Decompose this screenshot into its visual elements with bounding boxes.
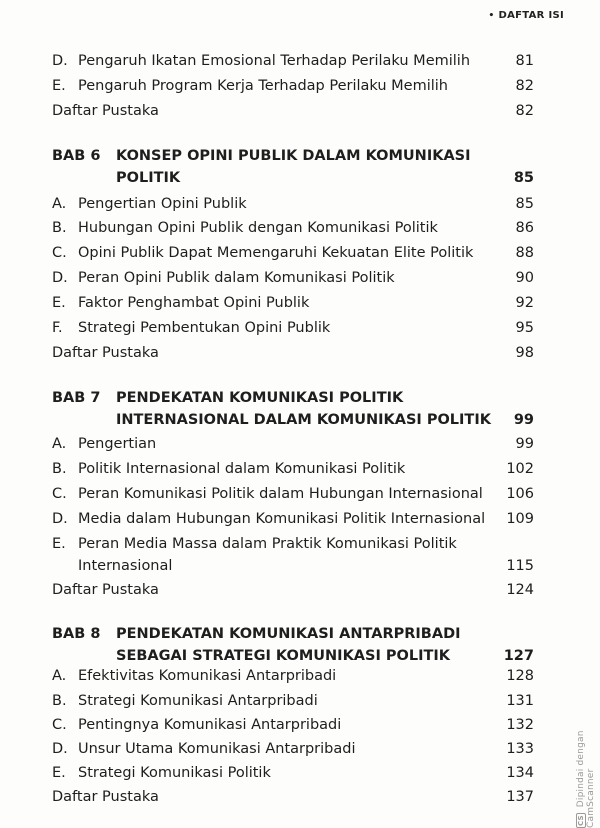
entry-title: Daftar Pustaka [52, 345, 159, 361]
entry-page: 95 [515, 320, 534, 336]
toc-entry[interactable] [0, 433, 600, 455]
toc-entry[interactable] [0, 458, 600, 480]
entry-page: 133 [506, 741, 534, 757]
entry-title: Daftar Pustaka [52, 103, 159, 119]
entry-page: 81 [515, 53, 534, 69]
chapter-title-line2: POLITIK [116, 170, 181, 186]
entry-page: 99 [515, 436, 534, 452]
entry-title: Politik Internasional dalam Komunikasi Politik [78, 461, 406, 477]
toc-entry[interactable] [0, 193, 600, 215]
entry-letter: A. [52, 196, 67, 212]
entry-title: Strategi Komunikasi Politik [78, 765, 271, 781]
entry-title: Peran Opini Publik dalam Komunikasi Politik [78, 270, 395, 286]
entry-title: Media dalam Hubungan Komunikasi Politik Internasional [78, 511, 486, 527]
entry-title: Strategi Komunikasi Antarpribadi [78, 693, 318, 709]
chapter-heading-bab-7[interactable] [0, 387, 600, 431]
entry-page: 134 [506, 765, 534, 781]
toc-entry[interactable] [0, 483, 600, 505]
entry-page: 86 [515, 220, 534, 236]
entry-letter: B. [52, 461, 67, 477]
entry-title: Pentingnya Komunikasi Antarpribadi [78, 717, 342, 733]
toc-entry[interactable] [0, 217, 600, 239]
entry-title: Strategi Pembentukan Opini Publik [78, 320, 331, 336]
entry-page: 85 [515, 196, 534, 212]
toc-entry[interactable] [0, 50, 600, 72]
entry-letter: D. [52, 53, 68, 69]
entry-letter: D. [52, 270, 68, 286]
entry-page: 82 [515, 103, 534, 119]
entry-page: 128 [506, 668, 534, 684]
entry-page: 131 [506, 693, 534, 709]
chapter-number: BAB 7 [52, 390, 101, 406]
toc-entry[interactable] [0, 665, 600, 687]
daftar-pustaka-entry[interactable] [0, 786, 600, 808]
entry-page: 106 [506, 486, 534, 502]
entry-title: Daftar Pustaka [52, 789, 159, 805]
entry-letter: A. [52, 668, 67, 684]
toc-entry[interactable] [0, 267, 600, 289]
entry-letter: A. [52, 436, 67, 452]
entry-letter: C. [52, 717, 67, 733]
entry-page: 124 [506, 582, 534, 598]
chapter-title-line1: KONSEP OPINI PUBLIK DALAM KOMUNIKASI [116, 148, 471, 164]
entry-page: 98 [515, 345, 534, 361]
chapter-page: 127 [503, 648, 534, 664]
toc-entry[interactable] [0, 242, 600, 264]
chapter-page: 99 [513, 412, 534, 428]
entry-letter: E. [52, 78, 66, 94]
entry-title: Hubungan Opini Publik dengan Komunikasi Politik [78, 220, 438, 236]
entry-title: Peran Komunikasi Politik dalam Hubungan Internasional [78, 486, 483, 502]
daftar-pustaka-entry[interactable] [0, 342, 600, 364]
entry-title: Faktor Penghambat Opini Publik [78, 295, 310, 311]
chapter-title-line2: SEBAGAI STRATEGI KOMUNIKASI POLITIK [116, 648, 451, 664]
entry-title: Pengaruh Program Kerja Terhadap Perilaku Memilih [78, 78, 448, 94]
entry-page: 90 [515, 270, 534, 286]
entry-letter: C. [52, 245, 67, 261]
entry-letter: B. [52, 693, 67, 709]
entry-letter: E. [52, 536, 66, 552]
scanner-watermark [576, 690, 596, 828]
chapter-number: BAB 6 [52, 148, 101, 164]
entry-letter: D. [52, 511, 68, 527]
entry-letter: D. [52, 741, 68, 757]
toc-entry[interactable] [0, 317, 600, 339]
chapter-heading-bab-6[interactable] [0, 145, 600, 189]
chapter-title-line1: PENDEKATAN KOMUNIKASI ANTARPRIBADI [116, 626, 461, 642]
chapter-title-line1: PENDEKATAN KOMUNIKASI POLITIK [116, 390, 404, 406]
toc-entry[interactable] [0, 714, 600, 736]
toc-entry[interactable] [0, 690, 600, 712]
entry-title: Daftar Pustaka [52, 582, 159, 598]
entry-title: Pengertian Opini Publik [78, 196, 247, 212]
entry-letter: E. [52, 295, 66, 311]
toc-entry[interactable] [0, 292, 600, 314]
chapter-title-line2: INTERNASIONAL DALAM KOMUNIKASI POLITIK [116, 412, 491, 428]
toc-entry[interactable] [0, 762, 600, 784]
daftar-pustaka-entry[interactable] [0, 579, 600, 601]
entry-page: 92 [515, 295, 534, 311]
header-bullet: • [488, 11, 495, 21]
entry-page: 82 [515, 78, 534, 94]
entry-page: 132 [506, 717, 534, 733]
entry-page: 137 [506, 789, 534, 805]
entry-page: 109 [506, 511, 534, 527]
entry-title: Efektivitas Komunikasi Antarpribadi [78, 668, 337, 684]
chapter-page: 85 [513, 170, 534, 186]
chapter-heading-bab-8[interactable] [0, 623, 600, 667]
entry-title: Pengertian [78, 436, 157, 452]
entry-title: Opini Publik Dapat Memengaruhi Kekuatan Elite Politik [78, 245, 474, 261]
chapter-number: BAB 8 [52, 626, 101, 642]
entry-letter: B. [52, 220, 67, 236]
entry-title: Pengaruh Ikatan Emosional Terhadap Perilaku Memilih [78, 53, 471, 69]
entry-page: 102 [506, 461, 534, 477]
entry-letter: F. [52, 320, 63, 336]
entry-title: Peran Media Massa dalam Praktik Komunikasi Politik [78, 536, 457, 552]
entry-letter: E. [52, 765, 66, 781]
watermark-text: Dipindai dengan CamScanner [576, 730, 596, 828]
entry-title: Unsur Utama Komunikasi Antarpribadi [78, 741, 356, 757]
toc-entry[interactable] [0, 75, 600, 97]
toc-entry[interactable] [0, 533, 600, 577]
toc-entry[interactable] [0, 738, 600, 760]
entry-page: 115 [506, 558, 534, 574]
entry-page: 88 [515, 245, 534, 261]
camscanner-icon: CS [577, 815, 585, 826]
toc-entry[interactable] [0, 508, 600, 530]
entry-letter: C. [52, 486, 67, 502]
entry-title-continued: Internasional [78, 558, 173, 574]
daftar-pustaka-entry[interactable] [0, 100, 600, 122]
header-label: DAFTAR ISI [498, 10, 564, 21]
